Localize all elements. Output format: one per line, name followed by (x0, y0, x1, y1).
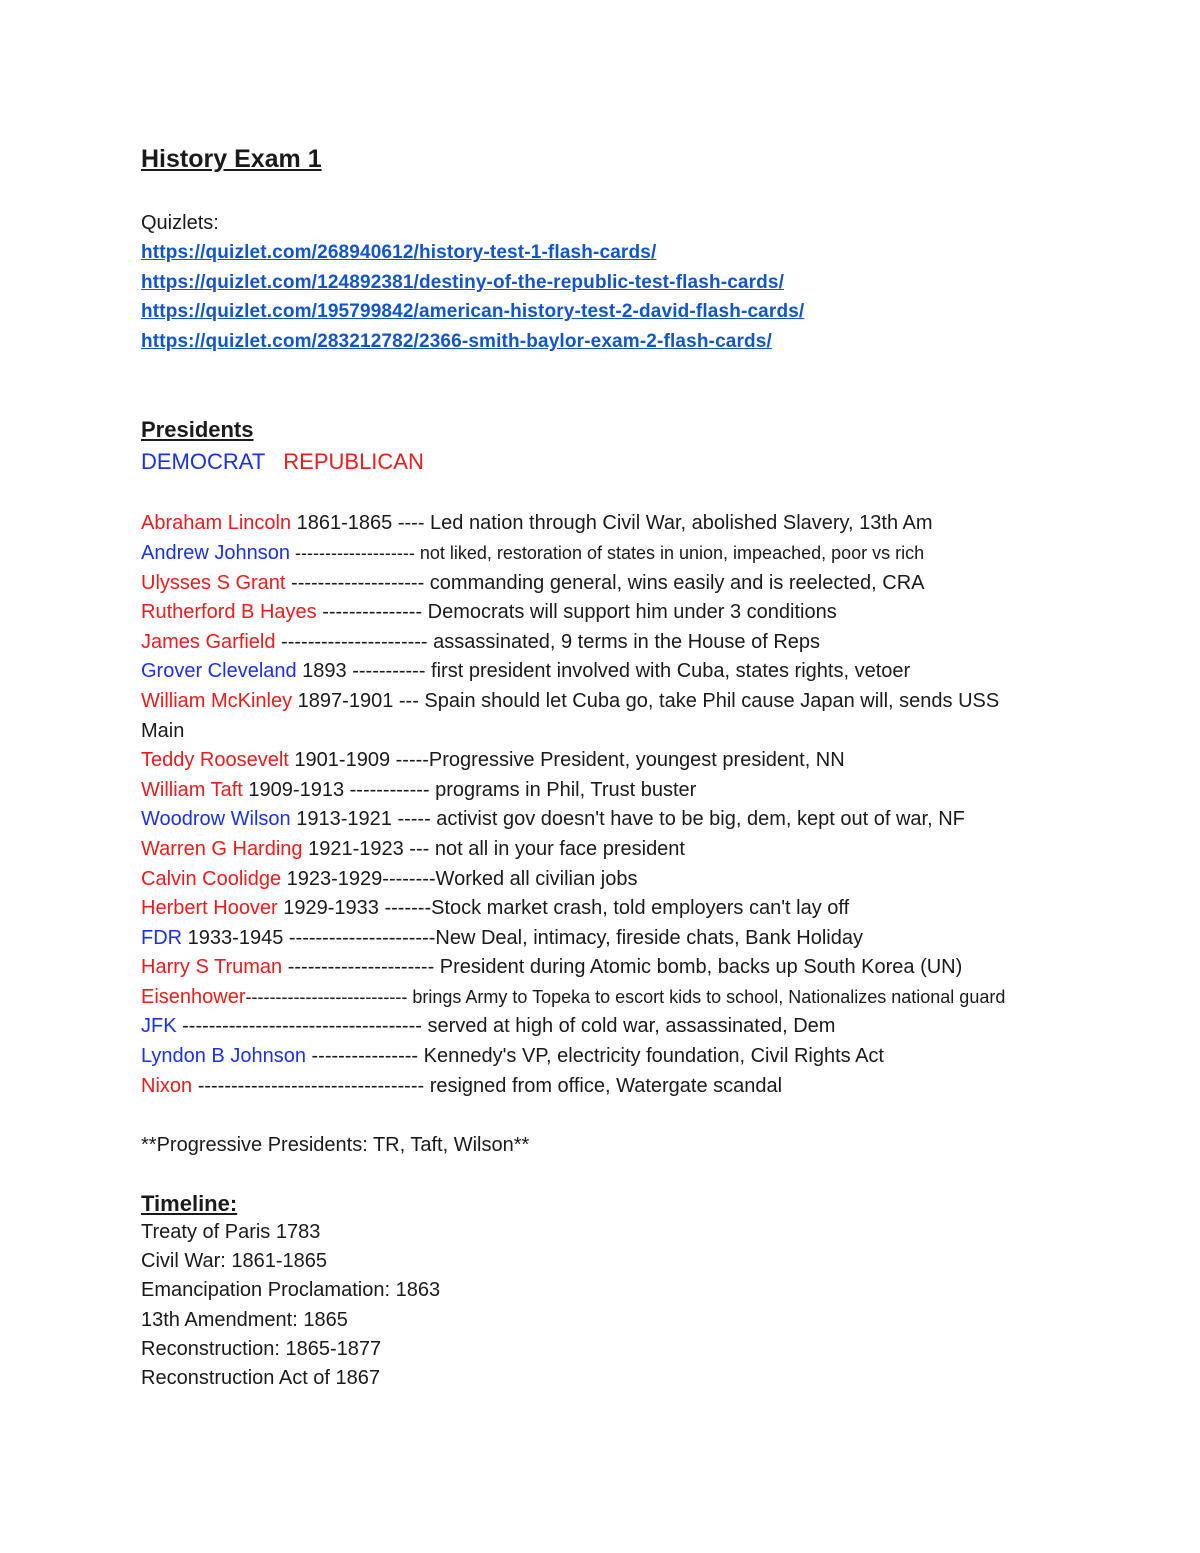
president-entry (141, 687, 1041, 746)
president-description: --------------------------- brings Army to Topeka to escort kids to school, Nationalizes national guard (245, 986, 1006, 1007)
quizlet-link-2[interactable]: https://quizlet.com/124892381/destiny-of-the-republic-test-flash-cards/ (141, 271, 785, 293)
president-name: Teddy Roosevelt (141, 749, 289, 772)
president-description: ------------------------------------ served at high of cold war, assassinated, Dem (176, 1015, 836, 1038)
timeline-item: 13th Amendment: 1865 (141, 1308, 348, 1331)
timeline-item: Treaty of Paris 1783 (141, 1221, 321, 1244)
document-title: History Exam 1 (141, 145, 322, 173)
timeline-heading: Timeline: (141, 1191, 238, 1217)
president-name: JFK (141, 1015, 177, 1038)
quizlets-label: Quizlets: (141, 212, 219, 234)
quizlet-link-1[interactable]: https://quizlet.com/268940612/history-test-1-flash-cards/ (141, 242, 657, 263)
president-description: 1901-1909 -----Progressive President, youngest president, NN (288, 749, 845, 772)
president-description: 1909-1913 ------------ programs in Phil, Trust buster (242, 778, 697, 801)
president-name: Grover Cleveland (141, 660, 297, 683)
document-page (141, 142, 1101, 1393)
president-name: Herbert Hoover (141, 897, 278, 920)
president-entry (141, 569, 1101, 599)
quizlet-link-3[interactable]: https://quizlet.com/195799842/american-history-test-2-david-flash-cards/ (141, 301, 805, 323)
president-entry (141, 628, 1101, 658)
president-description: -------------------- commanding general, wins easily and is reelected, CRA (285, 571, 925, 594)
party-legend (141, 444, 1101, 480)
president-description: ---------------------------------- resigned from office, Watergate scandal (192, 1074, 783, 1097)
president-entry (141, 983, 1101, 1013)
president-name: Woodrow Wilson (141, 808, 291, 831)
president-description: 1929-1933 -------Stock market crash, told employers can't lay off (277, 897, 850, 920)
president-description: 1933-1945 ----------------------New Deal, intimacy, fireside chats, Bank Holiday (182, 926, 863, 949)
president-entry (141, 539, 1101, 569)
president-name: Ulysses S Grant (141, 571, 286, 594)
president-description: 1923-1929--------Worked all civilian jobs (281, 867, 638, 890)
president-entry (141, 1072, 1101, 1102)
president-name: Eisenhower (141, 985, 246, 1008)
quizlet-links (141, 238, 1101, 356)
president-name: Nixon (141, 1074, 193, 1097)
president-name: FDR (141, 926, 183, 949)
president-name: William McKinley (141, 689, 293, 712)
president-name: Abraham Lincoln (141, 512, 292, 535)
president-entry (141, 746, 1101, 776)
president-entry (141, 1012, 1101, 1042)
president-entry (141, 924, 1101, 954)
president-name: Harry S Truman (141, 956, 283, 979)
president-description: 1893 ----------- first president involved with Cuba, states rights, vetoer (296, 660, 911, 683)
president-entry (141, 1042, 1101, 1072)
president-entry (141, 835, 1101, 865)
president-description: ---------------- Kennedy's VP, electricity foundation, Civil Rights Act (305, 1045, 884, 1068)
democrat-legend-label: DEMOCRAT (141, 449, 266, 475)
presidents-list (141, 509, 1101, 1101)
section-gap (141, 1101, 1101, 1131)
president-name: James Garfield (141, 630, 276, 653)
timeline-item: Emancipation Proclamation: 1863 (141, 1279, 441, 1302)
president-name: William Taft (141, 778, 243, 801)
president-name: Calvin Coolidge (141, 867, 282, 890)
president-name: Lyndon B Johnson (141, 1045, 306, 1068)
president-entry (141, 894, 1101, 924)
president-description: 1921-1923 --- not all in your face president (302, 837, 685, 860)
president-description: 1897-1901 --- Spain should let Cuba go, take Phil cause Japan will, sends USS Main (141, 689, 1000, 742)
presidents-heading: Presidents (141, 417, 254, 443)
president-entry (141, 776, 1101, 806)
president-entry (141, 953, 1101, 983)
republican-legend-label: REPUBLICAN (283, 449, 424, 475)
president-entry (141, 598, 1101, 628)
timeline-item: Reconstruction: 1865-1877 (141, 1337, 382, 1360)
quizlet-link-4[interactable]: https://quizlet.com/283212782/2366-smith-baylor-exam-2-flash-cards/ (141, 330, 772, 352)
timeline-item: Civil War: 1861-1865 (141, 1250, 328, 1273)
president-description: --------------- Democrats will support him under 3 conditions (316, 601, 837, 624)
section-gap (141, 1160, 1101, 1190)
president-name: Warren G Harding (141, 837, 303, 860)
president-description: 1861-1865 ---- Led nation through Civil War, abolished Slavery, 13th Am (291, 512, 933, 535)
timeline-list (141, 1218, 1101, 1393)
section-gap (141, 356, 1101, 416)
president-name: Andrew Johnson (141, 541, 290, 564)
progressive-presidents-note: **Progressive Presidents: TR, Taft, Wilson** (141, 1133, 530, 1156)
president-entry (141, 509, 1101, 539)
president-description: ---------------------- President during Atomic bomb, backs up South Korea (UN) (282, 956, 963, 979)
president-entry (141, 865, 1101, 895)
president-entry (141, 805, 1101, 835)
timeline-item: Reconstruction Act of 1867 (141, 1367, 381, 1390)
president-entry (141, 657, 1101, 687)
president-name: Rutherford B Hayes (141, 601, 317, 624)
president-description: ---------------------- assassinated, 9 terms in the House of Reps (275, 630, 821, 653)
president-description: -------------------- not liked, restoration of states in union, impeached, poor vs rich (289, 542, 925, 563)
president-description: 1913-1921 ----- activist gov doesn't have to be big, dem, kept out of war, NF (290, 808, 965, 831)
